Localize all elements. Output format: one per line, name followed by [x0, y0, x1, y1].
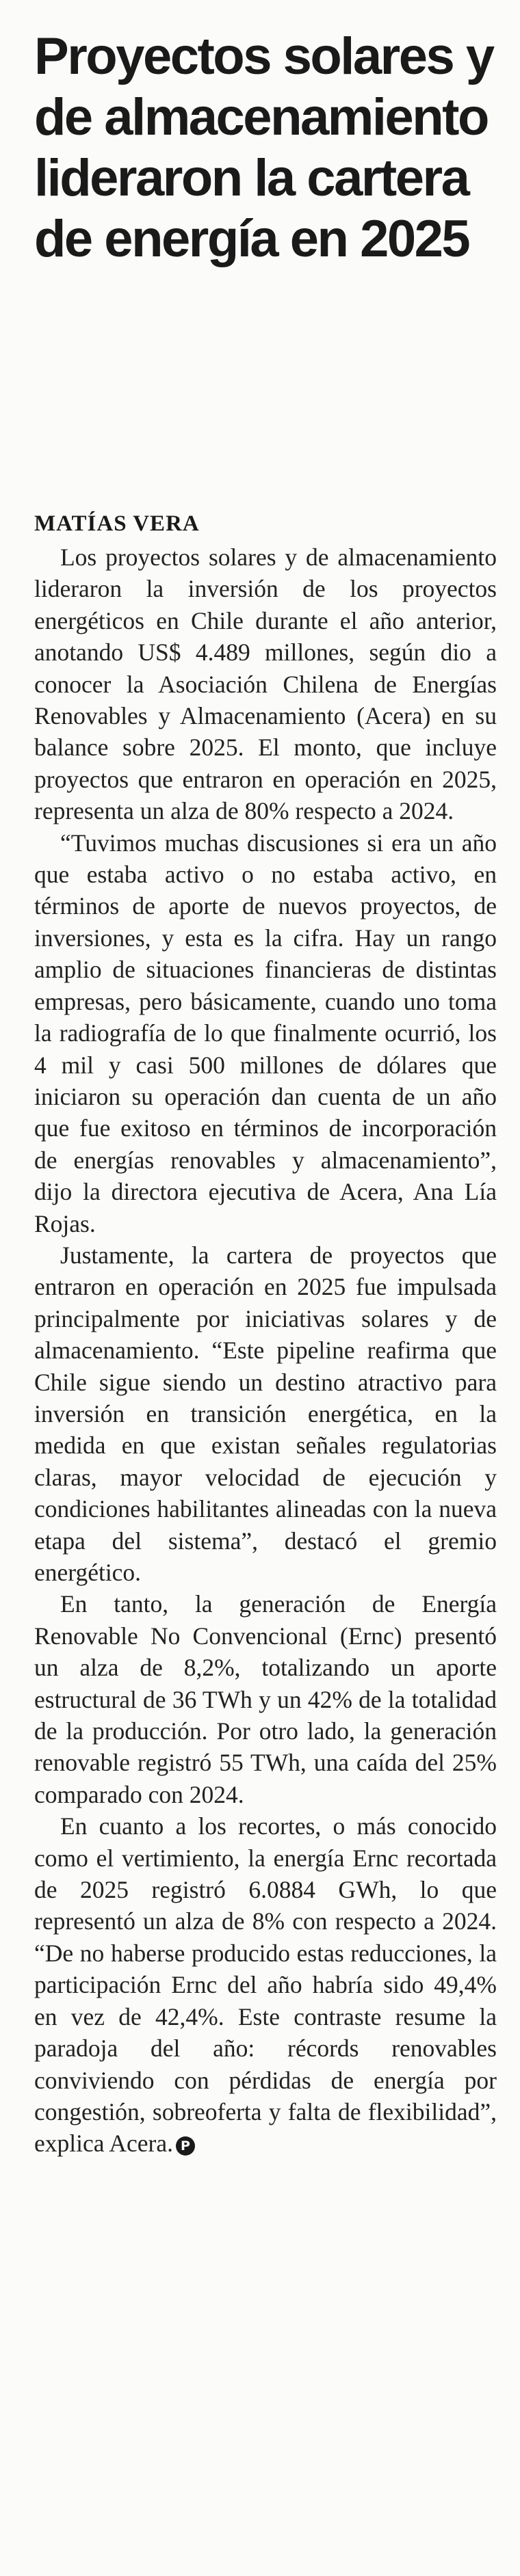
paragraph-3: Justamente, la cartera de proyectos que entraron en operación en 2025 fue impulsada principalmente por iniciativas solares y de almacenamiento. “Este pipeline reafirma que Chile sigue siendo un destino atractivo para inversión en transición energética, en la medida en que existan señales regulatorias claras, mayor velocidad de ejecución y condiciones habilitantes alineadas con la nueva etapa del sistema”, destacó el gremio energético.	[34, 1241, 497, 1586]
paragraph-4: En tanto, la generación de Energía Renovable No Convencional (Ernc) presentó un alza de 8,2%, totalizando un aporte estructural de 36 TWh y un 42% de la totalidad de la producción. Por otro lado, la generación renovable registró 55 TWh, una caída del 25% comparado con 2024.	[34, 1590, 497, 1808]
paragraph-2: “Tuvimos muchas discusiones si era un año que estaba activo o no estaba activo, en términos de aporte de nuevos proyectos, de inversiones, y esta es la cifra. Hay un rango amplio de situaciones financieras de distintas empresas, pero básicamente, cuando uno toma la radiografía de lo que finalmente ocurrió, los 4 mil y casi 500 millones de dólares que iniciaron su operación dan cuenta de un año que fue exitoso en términos de incorporación de energías renovables y almacenamiento”, dijo la directora ejecutiva de Acera, Ana Lía Rojas.	[34, 829, 497, 1237]
byline: MATÍAS VERA	[34, 511, 200, 536]
paragraph-5	[34, 1810, 497, 2159]
end-mark-icon: P	[176, 2136, 195, 2156]
headline: Proyectos solares y de almacenamiento lideraron la cartera de energía en 2025	[34, 27, 493, 268]
article-body	[34, 541, 497, 2160]
paragraph-5-text: En cuanto a los recortes, o más conocido como el vertimiento, la energía Ernc recortada de 2025 registró 6.0884 GWh, lo que representó un alza de 8% con respecto a 2024. “De no haberse producido estas reducciones, la participación Ernc del año habría sido 49,4% en vez de 42,4%. Este contraste resume la paradoja del año: récords renovables conviviendo con pérdidas de energía por congestión, sobreoferta y falta de flexibilidad”, explica Acera.	[34, 1812, 497, 2158]
paragraph-1: Los proyectos solares y de almacenamiento lideraron la inversión de los proyectos energéticos en Chile durante el año anterior, anotando US$ 4.489 millones, según dio a conocer la Asociación Chilena de Energías Renovables y Almacenamiento (Acera) en su balance sobre 2025. El monto, que incluye proyectos que entraron en operación en 2025, representa un alza de 80% respecto a 2024.	[34, 544, 497, 825]
